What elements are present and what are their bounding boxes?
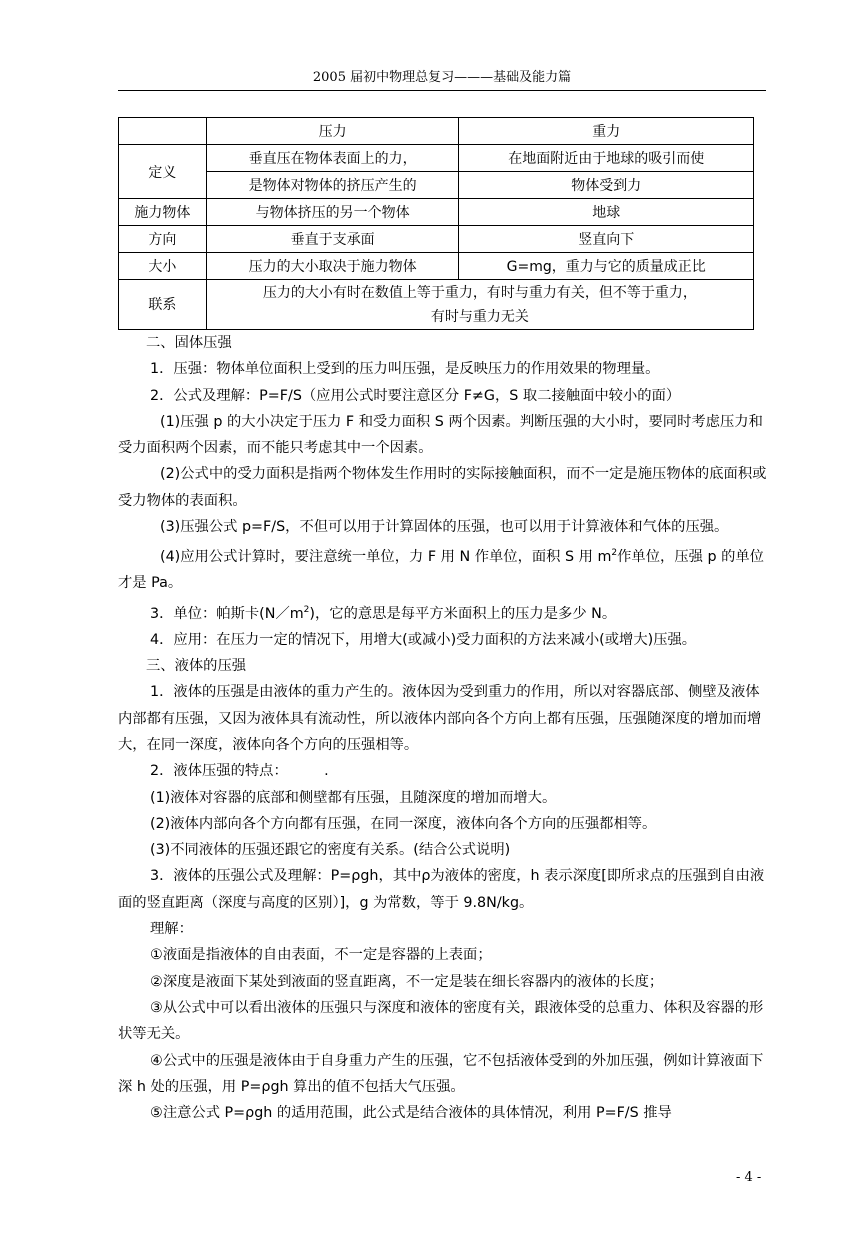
table-row-definition <box>119 145 754 172</box>
table-row-magnitude <box>119 253 754 280</box>
page-number: - 4 - <box>736 1170 762 1185</box>
understanding-item-5: ⑤注意公式 P=ρgh 的适用范围，此公式是结合液体的具体情况，利用 P=F/S 推导 <box>150 1105 672 1122</box>
note-item-3: (3)压强公式 p=F/S，不但可以用于计算固体的压强，也可以用于计算液体和气体的压强。 <box>160 519 729 536</box>
cell-relation <box>206 280 753 330</box>
header-rule <box>118 90 766 91</box>
feature-item-3: (3)不同液体的压强还跟它的密度有关系。(结合公式说明) <box>150 842 511 859</box>
section-heading-liquid-pressure: 三、液体的压强 <box>146 658 247 675</box>
table-row-direction <box>119 226 754 253</box>
cell-direction-gravity: 竖直向下 <box>459 226 754 253</box>
understanding-item-4: ④公式中的压强是液体由于自身重力产生的压强，它不包括液体受到的外加压强，例如计算液面下深 h 处的压强，用 P=ρgh 算出的值不包括大气压强。 <box>118 1052 764 1095</box>
note-item-4 <box>118 540 768 596</box>
unit-text-b: )，它的意思是每平方米面积上的压力是多少 N。 <box>309 605 617 622</box>
unit-superscript: 2 <box>303 604 310 615</box>
row-label-source: 施力物体 <box>119 199 207 226</box>
note-item-2: (2)公式中的受力面积是指两个物体发生作用时的实际接触面积，而不一定是施压物体的底面积或受力物体的表面积。 <box>118 466 767 509</box>
paragraph-liquid-pressure-formula: 3．液体的压强公式及理解：P=ρgh，其中ρ为液体的密度，h 表示深度[即所求点的压强到自由液面的竖直距离（深度与高度的区别）]，g 为常数，等于 9.8N/kg。 <box>118 868 765 911</box>
cell-definition-pressure-2: 是物体对物体的挤压产生的 <box>206 172 459 199</box>
cell-source-pressure: 与物体挤压的另一个物体 <box>206 199 459 226</box>
row-label-direction: 方向 <box>119 226 207 253</box>
table-corner-cell <box>119 118 207 145</box>
row-label-magnitude: 大小 <box>119 253 207 280</box>
paragraph-pressure-formula: 2．公式及理解：P=F/S（应用公式时要注意区分 F≠G，S 取二接触面中较小的面） <box>150 387 681 404</box>
cell-definition-pressure-1: 垂直压在物体表面上的力， <box>206 145 459 172</box>
cell-magnitude-gravity: G=mg，重力与它的质量成正比 <box>459 253 754 280</box>
understanding-label: 理解： <box>150 921 193 938</box>
table-row-definition-cont <box>119 172 754 199</box>
paragraph-pressure-definition: 1．压强：物体单位面积上受到的压力叫压强，是反映压力的作用效果的物理量。 <box>150 361 660 378</box>
section-heading-solid-pressure: 二、固体压强 <box>146 335 232 351</box>
unit-text-a: 3．单位：帕斯卡(N／m <box>150 605 304 622</box>
feature-item-2: (2)液体内部向各个方向都有压强，在同一深度，液体向各个方向的压强都相等。 <box>150 815 657 832</box>
cell-definition-gravity-1: 在地面附近由于地球的吸引而使 <box>459 145 754 172</box>
page-header: 2005 届初中物理总复习———基础及能力篇 <box>312 70 572 85</box>
column-header-gravity: 重力 <box>459 118 754 145</box>
column-header-pressure: 压力 <box>206 118 459 145</box>
table-row-source <box>119 199 754 226</box>
row-label-definition: 定义 <box>119 145 207 199</box>
note-item-1: (1)压强 p 的大小决定于压力 F 和受力面积 S 两个因素。判断压强的大小时，要同时考虑压力和受力面积两个因素，而不能只考虑其中一个因素。 <box>118 413 763 457</box>
relation-line-1: 压力的大小有时在数值上等于重力，有时与重力有关，但不等于重力， <box>262 284 697 301</box>
paragraph-liquid-pressure-features: 2．液体压强的特点： . <box>150 763 329 780</box>
paragraph-liquid-pressure-origin: 1．液体的压强是由液体的重力产生的。液体因为受到重力的作用，所以对容器底部、侧壁及液体内部都有压强，又因为液体具有流动性，所以液体内部向各个方向上都有压强，压强随深度的增加而增大，在同一深度，液体向各个方向的压强相等。 <box>118 684 762 753</box>
understanding-item-1: ①液面是指液体的自由表面，不一定是容器的上表面； <box>150 947 492 964</box>
paragraph-pressure-application: 4．应用：在压力一定的情况下，用增大(或减小)受力面积的方法来减小(或增大)压强。 <box>150 631 697 648</box>
table-header-row <box>119 118 754 145</box>
table-row-relation <box>119 280 754 330</box>
cell-direction-pressure: 垂直于支承面 <box>206 226 459 253</box>
cell-magnitude-pressure: 压力的大小取决于施力物体 <box>206 253 459 280</box>
cell-source-gravity: 地球 <box>459 199 754 226</box>
comparison-table <box>118 117 754 330</box>
document-body <box>118 330 768 1126</box>
relation-line-2: 有时与重力无关 <box>430 308 529 325</box>
row-label-relation: 联系 <box>119 280 207 330</box>
note-item-4-text-b: 作单位，压强 p 的单位才是 Pa。 <box>118 549 764 592</box>
understanding-item-2: ②深度是液面下某处到液面的竖直距离，不一定是装在细长容器内的液体的长度； <box>150 973 664 990</box>
cell-definition-gravity-2: 物体受到力 <box>459 172 754 199</box>
paragraph-pressure-unit <box>118 597 768 627</box>
understanding-item-3: ③从公式中可以看出液体的压强只与深度和液体的密度有关，跟液体受的总重力、体积及容器的形状等无关。 <box>118 999 764 1043</box>
note-item-4-superscript: 2 <box>611 548 618 559</box>
feature-item-1: (1)液体对容器的底部和侧壁都有压强，且随深度的增加而增大。 <box>150 789 557 806</box>
note-item-4-text-a: (4)应用公式计算时，要注意统一单位，力 F 用 N 作单位，面积 S 用 m <box>160 549 612 566</box>
